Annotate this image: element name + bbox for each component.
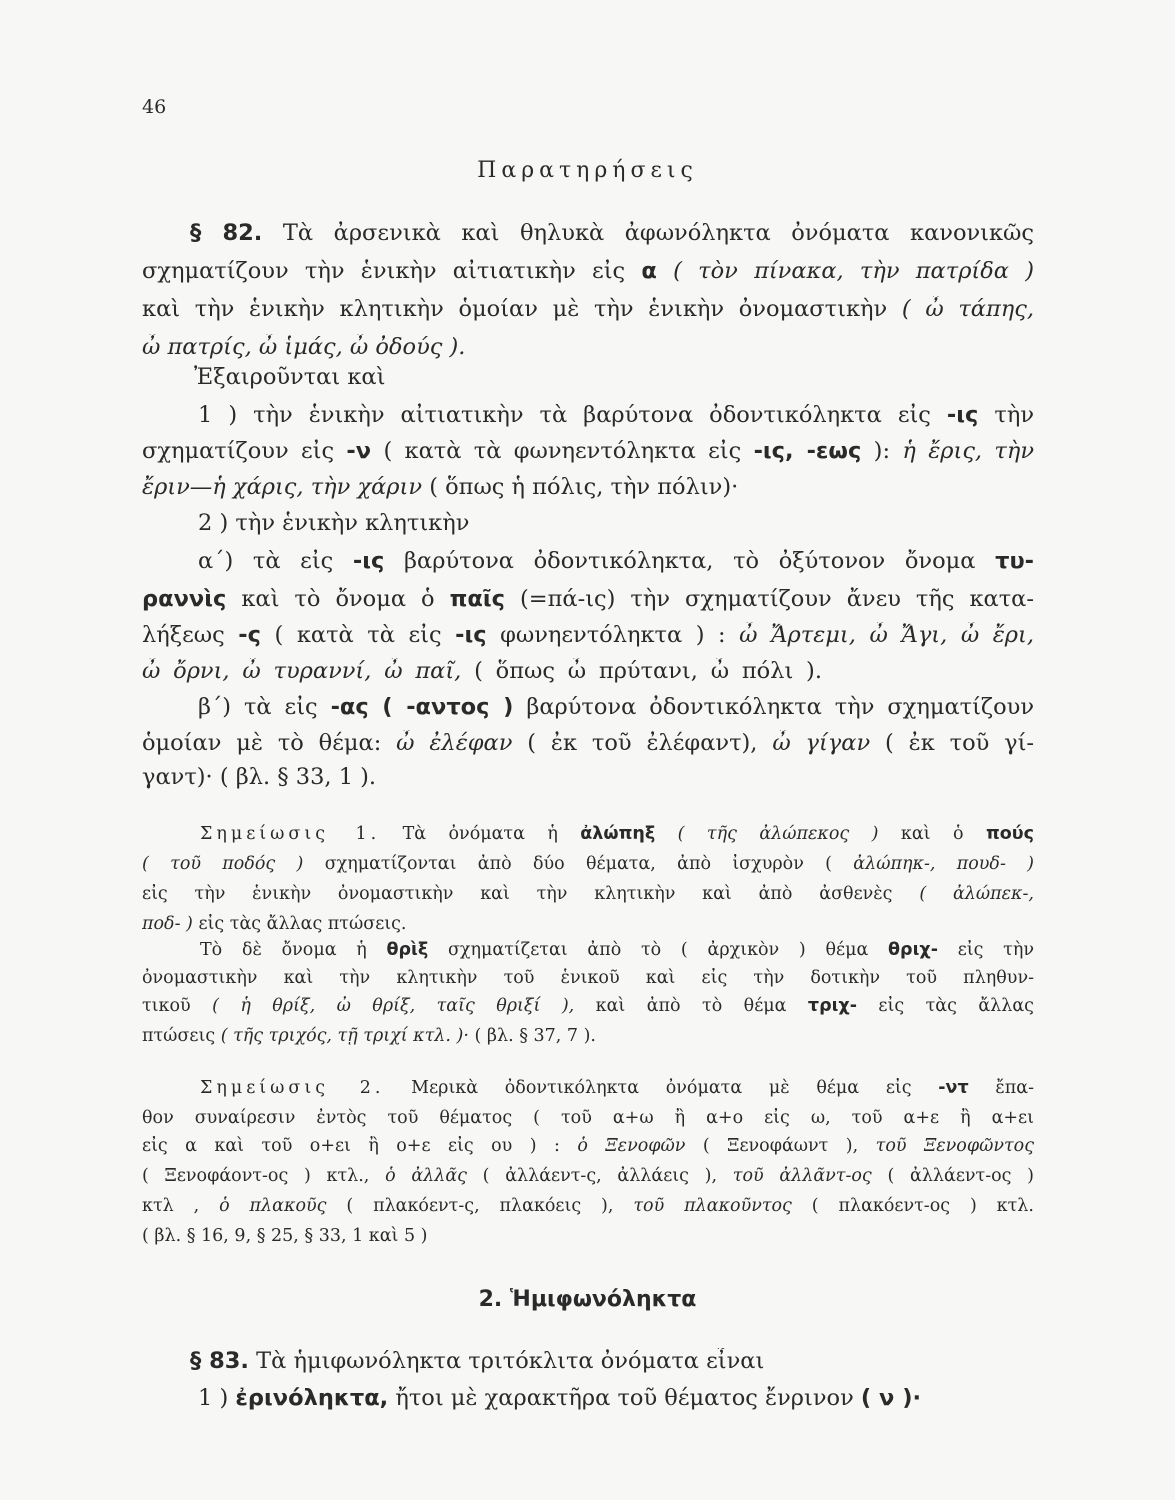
example: ὦ Ἄρτεμι, ὦ Ἄγι, ὦ ἔρι, <box>739 622 1034 648</box>
text: βαρύτονα ὀδοντικόληκτα τὴν σχηματίζουν <box>526 694 1034 720</box>
bold-term: -ντ <box>938 1078 969 1098</box>
example: ἡ ἔρις, τὴν <box>902 438 1034 464</box>
s83-text: Τὰ ἡμιφωνόληκτα τριτόκλιτα ὀνόματα εἶναι <box>256 1348 765 1374</box>
bold-term: -ις, -εως <box>753 438 862 464</box>
example: ὦ ὄρνι, ὦ τυραννί, ὦ παῖ, <box>142 658 462 684</box>
bold-term: θριχ- <box>888 940 938 960</box>
text: φωνηεντόληκτα ) : <box>500 622 726 648</box>
subheading: 2. Ἡμιφωνόληκτα <box>478 1287 697 1312</box>
example: ὁ ἀλλᾶς <box>385 1166 467 1186</box>
example: τοῦ πλακοῦντος <box>633 1196 792 1216</box>
note1-line-4 <box>142 914 1034 934</box>
bold-term: ( ν )· <box>860 1385 922 1411</box>
note2-line-6: ( βλ. § 16, 9, § 25, § 33, 1 καὶ 5 ) <box>142 1226 428 1246</box>
example: ( ἡ θρίξ, ὦ θρίξ, ταῖς θριξί ), <box>212 996 575 1016</box>
bold-term: τριχ- <box>807 996 857 1016</box>
bold-term: -ας ( -αντος ) <box>330 694 514 720</box>
text: α΄) τὰ εἰς <box>198 548 334 574</box>
text: λήξεως <box>142 622 225 648</box>
example: ( τῆς ἀλώπεκος ) <box>677 824 879 844</box>
text: εἰς τὰς ἄλλας πτώσεις. <box>198 914 407 934</box>
text: (=πά-ις) τὴν σχηματίζουν ἄνευ τῆς κατα- <box>520 586 1034 612</box>
bold-term: ραννὶς <box>142 586 227 612</box>
text: καὶ τὴν ἑνικὴν κλητικὴν ὁμοίαν μὲ τὴν ἑνικὴν ὀνομαστικὴν <box>142 296 888 322</box>
text: εἰς τὴν <box>957 940 1034 960</box>
bold-term: ἀλώπηξ <box>580 824 656 844</box>
s82-line-4: ὦ πατρίς, ὦ ἱμάς, ὦ ὀδούς ). <box>142 334 466 360</box>
text: ( κατὰ τὰ εἰς <box>274 622 442 648</box>
bold-term: -ις <box>352 548 385 574</box>
s82-line-11 <box>142 586 1034 612</box>
text: ( ὅπως ὦ πρύτανι, ὦ πόλι ). <box>474 658 822 684</box>
text: Τὸ δὲ ὄνομα ἡ <box>200 940 367 960</box>
example: ( τὸν πίνακα, τὴν πατρίδα ) <box>673 258 1034 284</box>
s82-line-2 <box>142 258 1034 284</box>
s82-text: Τὰ ἀρσενικὰ καὶ θηλυκὰ ἀφωνόληκτα ὀνόματα κανονικῶς <box>282 220 1034 246</box>
section-number-82: § 82. <box>190 220 263 246</box>
s82-line-16: γαντ)· ( βλ. § 33, 1 ). <box>142 764 377 790</box>
text: εἰς α καὶ τοῦ ο+ει ἢ ο+ε εἰς ου ) : <box>142 1136 560 1156</box>
s82-line-7 <box>142 438 1034 464</box>
text: ( ἀλλάεντ-ος ) <box>887 1166 1034 1186</box>
text: πτώσεις <box>142 1026 216 1046</box>
note1-line-2 <box>142 854 1034 874</box>
note1-line-8 <box>142 1026 1034 1046</box>
text: ( Ξενοφάοντ-ος ) κτλ., <box>142 1166 370 1186</box>
example: ὦ ἐλέφαν <box>396 730 513 756</box>
text: ( Ξενοφάωντ ), <box>702 1136 859 1156</box>
example: ( τῆς τριχός, τῇ τριχί κτλ. )· <box>220 1026 469 1046</box>
bold-term: -ις <box>455 622 487 648</box>
s83-line-2 <box>142 1385 1034 1411</box>
text: σχηματίζονται ἀπὸ δύο θέματα, ἀπὸ ἰσχυρὸν ( <box>324 854 832 874</box>
example: ὁ πλακοῦς <box>219 1196 327 1216</box>
s83-line-1 <box>142 1348 1034 1374</box>
section-number-83: § 83. <box>190 1348 249 1374</box>
note2-line-5 <box>142 1196 1034 1216</box>
text: ): <box>873 438 891 464</box>
text: 1 ) τὴν ἑνικὴν αἰτιατικὴν τὰ βαρύτονα ὀδοντικόληκτα εἰς <box>198 402 931 428</box>
text: βαρύτονα ὀδοντικόληκτα, τὸ ὀξύτονον ὄνομα <box>404 548 976 574</box>
s82-line-10 <box>142 548 1034 574</box>
text: καὶ ὁ <box>900 824 964 844</box>
s82-line-15 <box>142 730 1034 756</box>
text: ἤτοι μὲ χαρακτῆρα τοῦ θέματος ἔνρινον <box>395 1385 854 1411</box>
note2-line-1 <box>142 1078 1034 1098</box>
text: Τὰ ὀνόματα ἡ <box>402 824 558 844</box>
note2-line-2: θον συναίρεσιν ἐντὸς τοῦ θέματος ( τοῦ α+ω ἢ α+ο εἰς ω, τοῦ α+ε ἢ α+ει <box>142 1108 1034 1128</box>
text: ( ἀλλάεντ-ς, ἀλλάεις ), <box>482 1166 718 1186</box>
note2-line-4 <box>142 1166 1034 1186</box>
text: 1 ) <box>198 1385 229 1411</box>
bold-term: ἐρινόληκτα, <box>235 1385 389 1411</box>
s82-line-8 <box>142 474 1034 500</box>
example: ἀλώπηκ-, πουδ- ) <box>853 854 1034 874</box>
bold-term: -ις <box>946 402 979 428</box>
text: β΄) τὰ εἰς <box>198 694 318 720</box>
s82-line-6 <box>142 402 1034 428</box>
note-label: Σημείωσις 2. <box>200 1078 385 1098</box>
text: ( πλακόεντ-ος ) κτλ. <box>811 1196 1034 1216</box>
note1-line-6: ὀνομαστικὴν καὶ τὴν κλητικὴν τοῦ ἑνικοῦ καὶ εἰς τὴν δοτικὴν τοῦ πληθυν- <box>142 968 1034 988</box>
example: ( ὦ τάπης, <box>901 296 1034 322</box>
s82-line-13 <box>142 658 822 684</box>
bold-term: θρὶξ <box>386 940 429 960</box>
example: ὦ γίγαν <box>772 730 871 756</box>
text: ἔπα- <box>995 1078 1034 1098</box>
text: καὶ ἀπὸ τὸ θέμα <box>595 996 787 1016</box>
bold-term: -ν <box>346 438 372 464</box>
text: ( ἐκ τοῦ ἐλέφαντ), <box>527 730 758 756</box>
text: κτλ , <box>142 1196 200 1216</box>
section-heading: Παρατηρήσεις <box>477 158 698 183</box>
bold-term: -ς <box>238 622 261 648</box>
text: ( κατὰ τὰ φωνηεντόληκτα εἰς <box>383 438 742 464</box>
note1-line-1 <box>142 824 1034 844</box>
s82-line-14 <box>142 694 1034 720</box>
example: τοῦ Ξενοφῶντος <box>875 1136 1034 1156</box>
example: τοῦ ἀλλᾶντ-ος <box>732 1166 872 1186</box>
note-label: Σημείωσις 1. <box>200 824 381 844</box>
page-number: 46 <box>142 96 167 118</box>
text: τικοῦ <box>142 996 191 1016</box>
text: ( πλακόεντ-ς, πλακόεις ), <box>346 1196 614 1216</box>
text: σχηματίζουν εἰς <box>142 438 335 464</box>
example: ( τοῦ ποδός ) <box>142 854 304 874</box>
bold-term: παῖς <box>449 586 505 612</box>
text: ὁμοίαν μὲ τὸ θέμα: <box>142 730 382 756</box>
text: ( ὅπως ἡ πόλις, τὴν πόλιν)· <box>429 474 739 500</box>
text: σχηματίζεται ἀπὸ τὸ ( ἀρχικὸν ) θέμα <box>447 940 869 960</box>
text: καὶ τὸ ὄνομα ὁ <box>241 586 435 612</box>
text: τὴν <box>994 402 1034 428</box>
text: Μερικὰ ὀδοντικόληκτα ὀνόματα μὲ θέμα εἰς <box>411 1078 912 1098</box>
s82-line-5: Ἐξαιροῦνται καὶ <box>194 364 386 390</box>
note1-line-3 <box>142 884 1034 904</box>
s82-line-9: 2 ) τὴν ἑνικὴν κλητικὴν <box>198 510 470 536</box>
s82-line-1 <box>142 220 1034 246</box>
example: ἔριν—ἡ χάρις, τὴν χάριν <box>142 474 423 500</box>
note1-line-7 <box>142 996 1034 1016</box>
example: ποδ- ) <box>142 914 193 934</box>
text: εἰς τὴν ἑνικὴν ὀνομαστικὴν καὶ τὴν κλητικὴν καὶ ἀπὸ ἀσθενὲς <box>142 884 893 904</box>
bold-term: α <box>641 258 657 284</box>
note2-line-3 <box>142 1136 1034 1156</box>
example: ( ἀλώπεκ-, <box>919 884 1034 904</box>
text: ( βλ. § 37, 7 ). <box>474 1026 596 1046</box>
text: εἰς τὰς ἄλλας <box>878 996 1034 1016</box>
bold-term: τυ- <box>995 548 1034 574</box>
example: ὁ Ξενοφῶν <box>577 1136 686 1156</box>
s82-line-3 <box>142 296 1034 322</box>
note1-line-5 <box>142 940 1034 960</box>
text: σχηματίζουν τὴν ἑνικὴν αἰτιατικὴν εἰς <box>142 258 626 284</box>
s82-line-12 <box>142 622 1034 648</box>
bold-term: πούς <box>985 824 1034 844</box>
text: ( ἐκ τοῦ γί- <box>885 730 1034 756</box>
